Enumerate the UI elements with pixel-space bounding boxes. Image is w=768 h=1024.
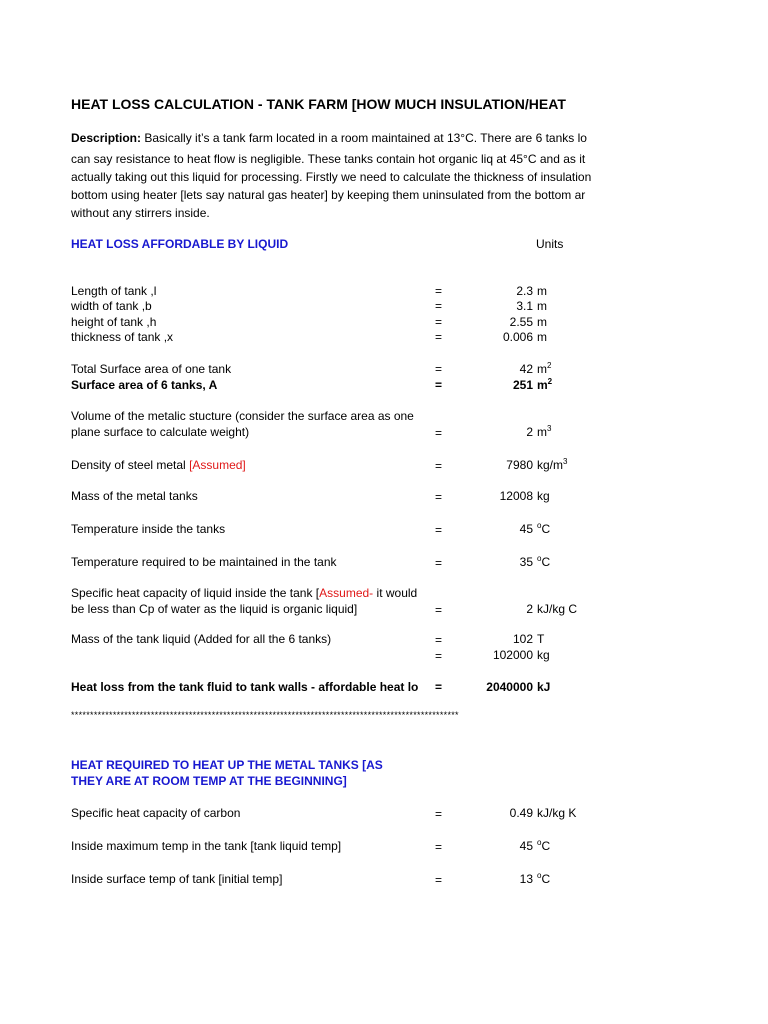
row-label-max-temp: Inside maximum temp in the tank [tank liquid temp] — [71, 839, 342, 853]
row-label-width: width of tank ,b — [71, 299, 152, 313]
assumed-note: [Assumed] — [189, 458, 246, 472]
equals-sign: = — [435, 378, 443, 392]
equals-sign: = — [435, 556, 443, 570]
row-label-temp-inside: Temperature inside the tanks — [71, 522, 226, 536]
value-cp-liquid: 2 — [526, 602, 533, 616]
value-surface-temp: 13 — [519, 872, 533, 886]
description-line-5: without any stirrers inside. — [71, 206, 210, 220]
section-heading-heat-required-line-2: THEY ARE AT ROOM TEMP AT THE BEGINNING] — [71, 774, 347, 788]
section-heading-heat-required-line-1: HEAT REQUIRED TO HEAT UP THE METAL TANKS [AS — [71, 758, 383, 772]
value-height: 2.55 — [509, 315, 533, 329]
units-header: Units — [536, 237, 564, 251]
equals-sign: = — [435, 840, 443, 854]
value-length: 2.3 — [516, 284, 533, 298]
row-label-volume-line-2: plane surface to calculate weight) — [71, 425, 250, 439]
equals-sign: = — [435, 807, 443, 821]
row-label-heat-loss: Heat loss from the tank fluid to tank walls - affordable heat lo — [71, 680, 419, 694]
value-area-6-tanks: 251 — [512, 378, 533, 392]
row-label-area-6-tanks: Surface area of 6 tanks, A — [71, 378, 218, 392]
row-label-cp-liquid-line-2: be less than Cp of water as the liquid is organic liquid] — [71, 602, 358, 616]
equals-sign: = — [435, 330, 443, 344]
unit-temp-inside: $^o$C — [537, 521, 551, 536]
equals-sign: = — [435, 633, 443, 647]
equals-sign: = — [435, 315, 443, 329]
value-volume: 2 — [526, 425, 533, 439]
equals-sign: = — [435, 362, 443, 376]
description-line-4: bottom using heater [lets say natural gas heater] by keeping them uninsulated from the bottom ar — [71, 188, 586, 202]
equals-sign: = — [435, 426, 443, 440]
equals-sign: = — [435, 299, 443, 313]
document-title: HEAT LOSS CALCULATION - TANK FARM [HOW MUCH INSULATION/HEAT — [71, 96, 566, 112]
value-temp-required: 35 — [519, 555, 533, 569]
unit-cp-carbon: kJ/kg K — [537, 806, 577, 820]
row-label-mass-metal: Mass of the metal tanks — [71, 489, 198, 503]
unit-density: $kg/m^3$ — [537, 457, 568, 472]
unit-width: m — [537, 299, 547, 313]
description-line-3: actually taking out this liquid for processing. Firstly we need to calculate the thickness of insulation — [71, 170, 592, 184]
description-label: Description: — [71, 131, 142, 145]
equals-sign: = — [435, 459, 443, 473]
row-label-temp-required: Temperature required to be maintained in the tank — [71, 555, 337, 569]
unit-surface-temp: $^o$C — [537, 871, 551, 886]
assumed-note: Assumed- — [319, 586, 374, 600]
equals-sign: = — [435, 523, 443, 537]
unit-temp-required: $^o$C — [537, 554, 551, 569]
unit-thickness: m — [537, 330, 547, 344]
row-label-cp-carbon: Specific heat capacity of carbon — [71, 806, 241, 820]
unit-mass-liquid-kg: kg — [537, 648, 550, 662]
unit-mass-metal: kg — [537, 489, 550, 503]
equals-sign: = — [435, 873, 443, 887]
row-label-density: Density of steel metal [Assumed] — [71, 458, 246, 472]
value-temp-inside: 45 — [519, 522, 533, 536]
equals-sign: = — [435, 490, 443, 504]
row-label-thickness: thickness of tank ,x — [71, 330, 174, 344]
value-max-temp: 45 — [519, 839, 533, 853]
equals-sign: = — [435, 649, 443, 663]
value-mass-liquid-tonnes: 102 — [512, 632, 533, 646]
value-thickness: 0.006 — [502, 330, 533, 344]
unit-area-6-tanks: $m^2$ — [537, 377, 553, 392]
value-mass-metal: 12008 — [499, 489, 533, 503]
equals-sign: = — [435, 680, 443, 694]
description-line-2: can say resistance to heat flow is negligible. These tanks contain hot organic liq at 45°C and as it — [71, 152, 586, 166]
row-label-total-area: Total Surface area of one tank — [71, 362, 232, 376]
unit-mass-liquid-tonnes: T — [537, 632, 545, 646]
equals-sign: = — [435, 284, 443, 298]
unit-length: m — [537, 284, 547, 298]
row-label-surface-temp: Inside surface temp of tank [initial temp] — [71, 872, 283, 886]
unit-cp-liquid: kJ/kg C — [537, 602, 578, 616]
unit-height: m — [537, 315, 547, 329]
separator-stars: ****************************************************************************************************** — [71, 710, 459, 720]
unit-heat-loss: kJ — [537, 680, 551, 694]
value-mass-liquid-kg: 102000 — [492, 648, 533, 662]
unit-volume: $m^3$ — [537, 424, 552, 439]
equals-sign: = — [435, 603, 443, 617]
unit-max-temp: $^o$C — [537, 838, 551, 853]
section-heading-heat-loss: HEAT LOSS AFFORDABLE BY LIQUID — [71, 237, 289, 251]
value-heat-loss: 2040000 — [486, 680, 533, 694]
row-label-length: Length of tank ,l — [71, 284, 157, 298]
value-total-area: 42 — [519, 362, 533, 376]
value-cp-carbon: 0.49 — [509, 806, 533, 820]
value-density: 7980 — [506, 458, 533, 472]
unit-total-area: $m^2$ — [537, 361, 552, 376]
row-label-mass-liquid: Mass of the tank liquid (Added for all the 6 tanks) — [71, 632, 332, 646]
row-label-height: height of tank ,h — [71, 315, 157, 329]
row-label-cp-liquid-line-1: Specific heat capacity of liquid inside the tank [Assumed- it would — [71, 586, 418, 600]
value-width: 3.1 — [516, 299, 533, 313]
description-line-1: Description: Basically it’s a tank farm located in a room maintained at 13°C. There are 6 tanks lo — [71, 131, 587, 145]
row-label-volume-line-1: Volume of the metalic stucture (consider the surface area as one — [71, 409, 414, 423]
